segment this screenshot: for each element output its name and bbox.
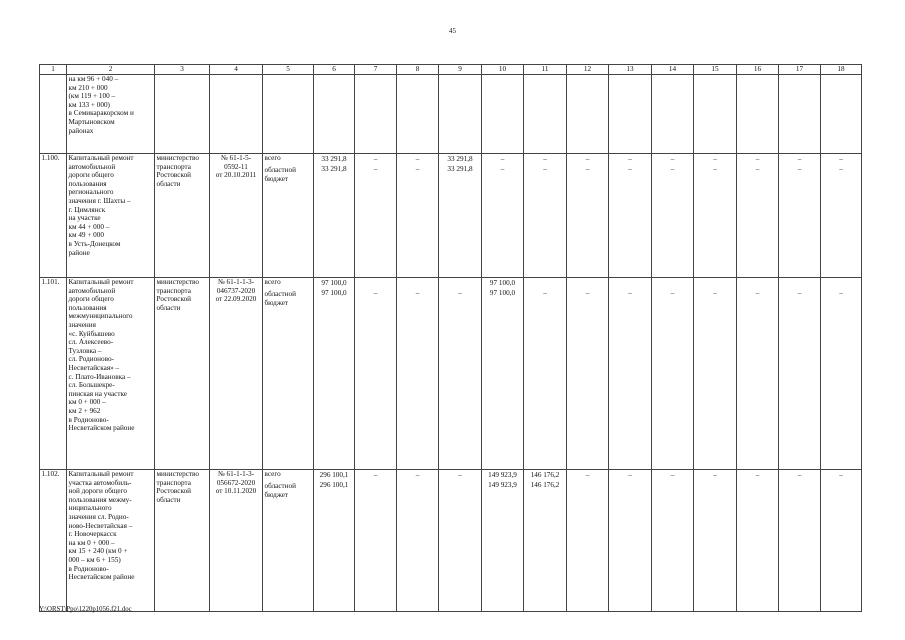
table-row bbox=[40, 75, 862, 154]
amount-regional-budget bbox=[696, 85, 735, 95]
source-total-label: всего bbox=[264, 154, 281, 162]
amount-regional-budget bbox=[569, 480, 607, 490]
amount-regional-budget bbox=[357, 85, 395, 95]
amount-cell bbox=[567, 154, 609, 278]
amount-cell bbox=[482, 154, 524, 278]
amount-cell bbox=[355, 75, 397, 154]
amount-cell bbox=[567, 278, 609, 470]
amount-total bbox=[696, 278, 735, 288]
amount-total bbox=[611, 278, 650, 288]
amount-cell bbox=[821, 154, 862, 278]
amount-total: 33 291,8 bbox=[447, 155, 473, 163]
amount-total: – bbox=[713, 471, 717, 479]
amount-cell bbox=[482, 278, 524, 470]
amount-cell bbox=[439, 278, 482, 470]
column-number: 1 bbox=[40, 65, 67, 75]
amount-cell bbox=[567, 75, 609, 154]
amount-regional-budget bbox=[739, 480, 777, 490]
amount-regional-budget bbox=[823, 480, 860, 490]
source-budget-label: областной бюджет bbox=[264, 289, 296, 307]
amount-total: – bbox=[797, 155, 802, 163]
amount-total: 149 923,9 bbox=[488, 471, 517, 479]
column-number: 14 bbox=[652, 65, 694, 75]
amount-total bbox=[569, 278, 607, 288]
amount-total bbox=[441, 278, 480, 288]
column-number: 15 bbox=[694, 65, 737, 75]
amount-cell bbox=[397, 470, 439, 612]
amount-regional-budget: 33 291,8 bbox=[321, 165, 347, 174]
amount-regional-budget: – bbox=[670, 165, 675, 174]
amount-regional-budget: – bbox=[415, 289, 420, 298]
amount-regional-budget: – bbox=[713, 289, 717, 298]
amount-cell bbox=[524, 154, 567, 278]
column-number: 9 bbox=[439, 65, 482, 75]
amount-total: – bbox=[755, 471, 760, 479]
amount-regional-budget bbox=[399, 85, 437, 95]
table-row bbox=[40, 470, 862, 612]
amount-regional-budget bbox=[611, 85, 650, 95]
object-name-cell: Капитальный ремонт автомобильной дороги общего пользования регионального значения г. Шахты – г. Цимлянск на участке км 44 + 000 – км 49 + 000 в Усть-Донецком районе bbox=[67, 154, 155, 278]
object-name-cell: на км 96 + 040 – км 210 + 000 (км 119 + 100 – км 133 + 000) в Семикаракорском и Мартыновском районах bbox=[67, 75, 155, 154]
amount-cell bbox=[779, 470, 821, 612]
amount-total: – bbox=[839, 471, 843, 479]
amount-total bbox=[357, 278, 395, 288]
document-cell: № 61-1-1-3- 056672-2020 от 10.11.2020 bbox=[210, 470, 263, 612]
source-total-label: всего bbox=[264, 278, 281, 286]
amount-total bbox=[569, 75, 607, 85]
table-row bbox=[40, 278, 862, 470]
amount-cell bbox=[652, 75, 694, 154]
column-number: 11 bbox=[524, 65, 567, 75]
amount-regional-budget: – bbox=[755, 165, 760, 174]
source-total-label: всего bbox=[264, 470, 281, 478]
amount-total bbox=[654, 278, 692, 288]
amount-regional-budget bbox=[781, 480, 819, 490]
amount-total: 97 100,0 bbox=[489, 279, 516, 287]
amount-regional-budget bbox=[357, 480, 395, 490]
amount-cell bbox=[821, 75, 862, 154]
amount-total bbox=[781, 278, 819, 288]
amount-cell bbox=[609, 154, 652, 278]
amount-total: – bbox=[628, 155, 632, 163]
document-cell: № 61-1-5- 0592-11 от 20.10.2011 bbox=[210, 154, 263, 278]
funding-source-cell bbox=[263, 278, 314, 470]
amount-cell bbox=[652, 154, 694, 278]
amount-regional-budget: – bbox=[500, 165, 505, 174]
amount-regional-budget: – bbox=[373, 289, 378, 298]
column-number: 8 bbox=[397, 65, 439, 75]
amount-total: – bbox=[628, 471, 632, 479]
column-number: 13 bbox=[609, 65, 652, 75]
amount-cell bbox=[694, 278, 737, 470]
amount-regional-budget bbox=[654, 85, 692, 95]
amount-regional-budget: – bbox=[585, 165, 590, 174]
budget-table bbox=[39, 64, 862, 612]
amount-cell bbox=[779, 278, 821, 470]
column-number: 10 bbox=[482, 65, 524, 75]
column-number: 17 bbox=[779, 65, 821, 75]
funding-source-cell bbox=[263, 154, 314, 278]
amount-total bbox=[739, 75, 777, 85]
column-number: 12 bbox=[567, 65, 609, 75]
amount-regional-budget bbox=[739, 85, 777, 95]
source-total-label bbox=[265, 75, 312, 85]
row-number-cell: 1.101. bbox=[40, 278, 67, 470]
amount-cell bbox=[737, 154, 779, 278]
amount-cell bbox=[355, 154, 397, 278]
amount-cell bbox=[314, 75, 355, 154]
amount-regional-budget: – bbox=[797, 165, 802, 174]
amount-cell bbox=[694, 470, 737, 612]
column-number-row bbox=[40, 65, 862, 75]
amount-regional-budget bbox=[823, 85, 860, 95]
amount-regional-budget: – bbox=[839, 165, 843, 174]
row-number-cell: 1.102. bbox=[40, 470, 67, 612]
amount-regional-budget: 97 100,0 bbox=[321, 289, 347, 298]
amount-cell bbox=[567, 470, 609, 612]
customer-cell bbox=[155, 75, 210, 154]
amount-cell bbox=[355, 470, 397, 612]
amount-total: – bbox=[415, 471, 420, 479]
amount-regional-budget: – bbox=[839, 289, 843, 298]
amount-total bbox=[696, 75, 735, 85]
amount-cell bbox=[524, 278, 567, 470]
amount-total: – bbox=[373, 471, 378, 479]
amount-regional-budget: – bbox=[797, 289, 802, 298]
column-number: 5 bbox=[263, 65, 314, 75]
amount-total: 33 291,8 bbox=[321, 155, 347, 163]
column-number: 16 bbox=[737, 65, 779, 75]
column-number: 6 bbox=[314, 65, 355, 75]
amount-total: 146 176,2 bbox=[530, 471, 560, 479]
amount-cell bbox=[314, 278, 355, 470]
amount-cell bbox=[439, 470, 482, 612]
amount-regional-budget: 296 100,1 bbox=[319, 481, 349, 490]
amount-regional-budget: – bbox=[415, 165, 420, 174]
amount-regional-budget bbox=[611, 480, 650, 490]
amount-total: – bbox=[373, 155, 378, 163]
amount-cell bbox=[737, 470, 779, 612]
customer-cell: министерство транспорта Ростовской области bbox=[155, 278, 210, 470]
amount-total bbox=[526, 278, 565, 288]
amount-regional-budget: 146 176,2 bbox=[530, 481, 560, 490]
amount-total bbox=[739, 278, 777, 288]
document-cell bbox=[210, 75, 263, 154]
amount-regional-budget bbox=[696, 480, 735, 490]
amount-regional-budget: – bbox=[458, 289, 462, 298]
column-number: 18 bbox=[821, 65, 862, 75]
amount-total bbox=[484, 75, 522, 85]
amount-regional-budget: 149 923,9 bbox=[488, 481, 517, 490]
funding-source-cell bbox=[263, 470, 314, 612]
amount-total bbox=[823, 278, 860, 288]
amount-regional-budget bbox=[441, 480, 480, 490]
amount-cell bbox=[609, 75, 652, 154]
object-name-cell: Капитальный ремонт автомобильной дороги общего пользования межмуниципального значения «с. Куйбышево сл. Алексеево- Тузловка – сл. Родионово- Несветайская» – с. Плато-Ивановка – сл. Большекре- пинская на участке км 0 + 000 – км 2 + 962 в Родионово- Несветайском районе bbox=[67, 278, 155, 470]
amount-cell bbox=[779, 75, 821, 154]
row-number-cell bbox=[40, 75, 67, 154]
amount-regional-budget: 33 291,8 bbox=[447, 165, 473, 174]
row-number-cell: 1.100. bbox=[40, 154, 67, 278]
amount-total bbox=[399, 75, 437, 85]
footer-file-path: Y:\ORST\Ppo\1220p1056.f21.doc bbox=[39, 606, 132, 613]
amount-cell bbox=[652, 470, 694, 612]
amount-regional-budget: – bbox=[628, 165, 632, 174]
amount-total bbox=[357, 75, 395, 85]
amount-total: – bbox=[797, 471, 802, 479]
customer-cell: министерство транспорта Ростовской области bbox=[155, 470, 210, 612]
amount-total: – bbox=[458, 471, 462, 479]
amount-cell bbox=[737, 278, 779, 470]
amount-regional-budget bbox=[399, 480, 437, 490]
amount-regional-budget bbox=[316, 85, 353, 95]
amount-cell bbox=[737, 75, 779, 154]
amount-cell bbox=[609, 278, 652, 470]
amount-cell bbox=[694, 75, 737, 154]
column-number: 4 bbox=[210, 65, 263, 75]
column-number: 7 bbox=[355, 65, 397, 75]
amount-regional-budget: – bbox=[543, 165, 547, 174]
amount-regional-budget: – bbox=[543, 289, 547, 298]
amount-cell bbox=[609, 470, 652, 612]
amount-regional-budget: – bbox=[628, 289, 632, 298]
customer-cell: министерство транспорта Ростовской области bbox=[155, 154, 210, 278]
amount-total bbox=[611, 75, 650, 85]
amount-cell bbox=[314, 154, 355, 278]
amount-cell bbox=[482, 470, 524, 612]
amount-cell bbox=[524, 470, 567, 612]
amount-regional-budget: – bbox=[755, 289, 760, 298]
amount-regional-budget: – bbox=[373, 165, 378, 174]
amount-cell bbox=[524, 75, 567, 154]
amount-regional-budget bbox=[526, 85, 565, 95]
object-name-cell: Капитальный ремонт участка автомобиль- ной дороги общего пользования межму- ниципального значения сл. Родио- ново-Несветайская – г. Новочеркасск на км 0 + 000 – км 15 + 240 (км 0 + 000 – км 6 + 155) в Родионово- Несветайском районе bbox=[67, 470, 155, 612]
amount-cell bbox=[821, 470, 862, 612]
amount-cell bbox=[779, 154, 821, 278]
amount-total bbox=[781, 75, 819, 85]
amount-regional-budget bbox=[781, 85, 819, 95]
amount-regional-budget: – bbox=[585, 289, 590, 298]
amount-cell bbox=[439, 154, 482, 278]
amount-cell bbox=[482, 75, 524, 154]
amount-total bbox=[526, 75, 565, 85]
amount-total: – bbox=[500, 155, 505, 163]
amount-total: – bbox=[839, 155, 843, 163]
page-number: 45 bbox=[449, 27, 456, 35]
table-row bbox=[40, 154, 862, 278]
document-cell: № 61-1-1-3- 046737-2020 от 22.09.2020 bbox=[210, 278, 263, 470]
amount-total bbox=[316, 75, 353, 85]
column-number: 3 bbox=[155, 65, 210, 75]
amount-total: – bbox=[670, 471, 675, 479]
amount-total: – bbox=[415, 155, 420, 163]
funding-source-cell bbox=[263, 75, 314, 154]
amount-regional-budget: – bbox=[713, 165, 717, 174]
amount-regional-budget bbox=[484, 85, 522, 95]
amount-regional-budget: 97 100,0 bbox=[489, 289, 516, 298]
amount-cell bbox=[355, 278, 397, 470]
amount-total: – bbox=[585, 471, 590, 479]
amount-cell bbox=[652, 278, 694, 470]
amount-cell bbox=[397, 75, 439, 154]
amount-total bbox=[654, 75, 692, 85]
amount-regional-budget bbox=[654, 480, 692, 490]
amount-total bbox=[823, 75, 860, 85]
amount-regional-budget: – bbox=[670, 289, 675, 298]
amount-total bbox=[441, 75, 480, 85]
amount-total: – bbox=[713, 155, 717, 163]
amount-cell bbox=[439, 75, 482, 154]
amount-total bbox=[399, 278, 437, 288]
amount-cell bbox=[397, 154, 439, 278]
amount-cell bbox=[821, 278, 862, 470]
amount-total: 97 100,0 bbox=[321, 279, 347, 287]
amount-total: 296 100,1 bbox=[319, 471, 349, 479]
amount-total: – bbox=[755, 155, 760, 163]
amount-total: – bbox=[543, 155, 547, 163]
column-number: 2 bbox=[67, 65, 155, 75]
amount-cell bbox=[397, 278, 439, 470]
amount-total: – bbox=[585, 155, 590, 163]
source-budget-label: областной бюджет bbox=[264, 481, 296, 499]
amount-total: – bbox=[670, 155, 675, 163]
amount-regional-budget bbox=[441, 85, 480, 95]
amount-cell bbox=[314, 470, 355, 612]
amount-regional-budget bbox=[569, 85, 607, 95]
source-budget-label: областной бюджет bbox=[264, 165, 296, 183]
amount-cell bbox=[694, 154, 737, 278]
